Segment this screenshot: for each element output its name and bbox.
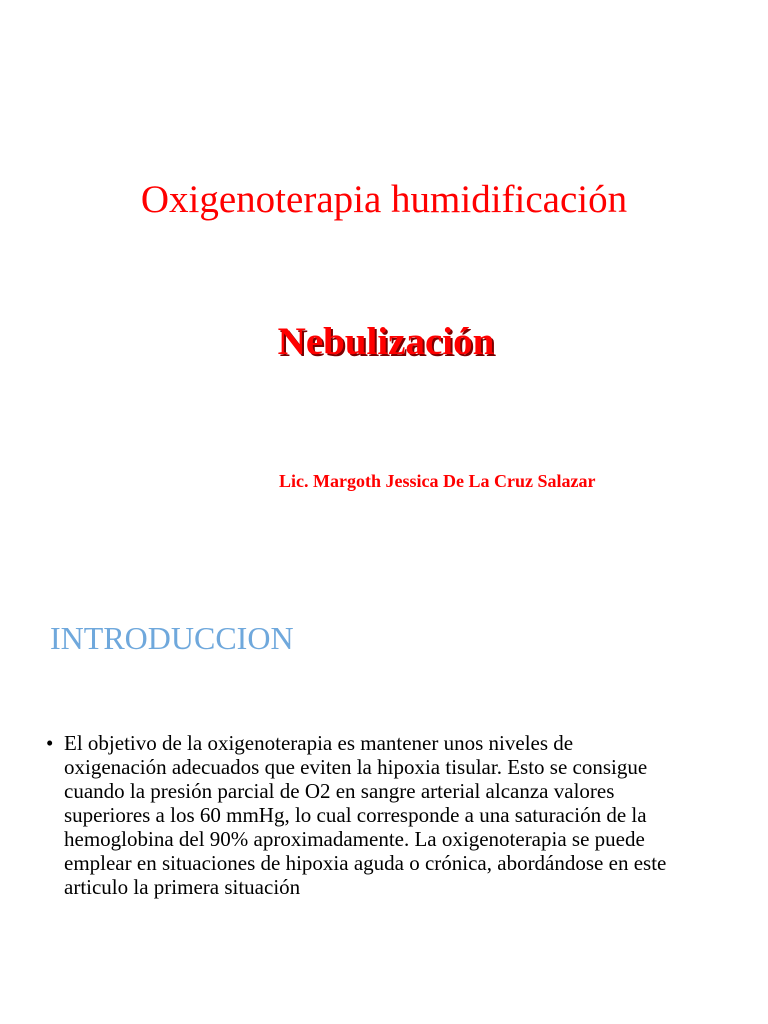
paragraph-line: superiores a los 60 mmHg, lo cual corresponde a una saturación de la — [64, 803, 647, 827]
document-title: Oxigenoterapia humidificación — [140, 178, 628, 221]
introduction-paragraph — [46, 731, 746, 899]
paragraph-line: hemoglobina del 90% aproximadamente. La oxigenoterapia se puede — [64, 827, 645, 851]
bullet-marker: • — [46, 731, 54, 755]
paragraph-line: oxigenación adecuados que eviten la hipoxia tisular. Esto se consigue — [64, 755, 648, 779]
author-name: Lic. Margoth Jessica De La Cruz Salazar — [279, 471, 596, 491]
document-subtitle: Nebulización — [277, 320, 495, 363]
section-heading: INTRODUCCION — [50, 620, 294, 656]
paragraph-line: emplear en situaciones de hipoxia aguda o crónica, abordándose en este — [64, 851, 667, 875]
bullet-item — [46, 731, 746, 899]
paragraph-line: El objetivo de la oxigenoterapia es mantener unos niveles de — [64, 731, 574, 755]
paragraph-line: articulo la primera situación — [64, 875, 301, 899]
paragraph-text — [64, 731, 746, 899]
paragraph-line: cuando la presión parcial de O2 en sangre arterial alcanza valores — [64, 779, 615, 803]
